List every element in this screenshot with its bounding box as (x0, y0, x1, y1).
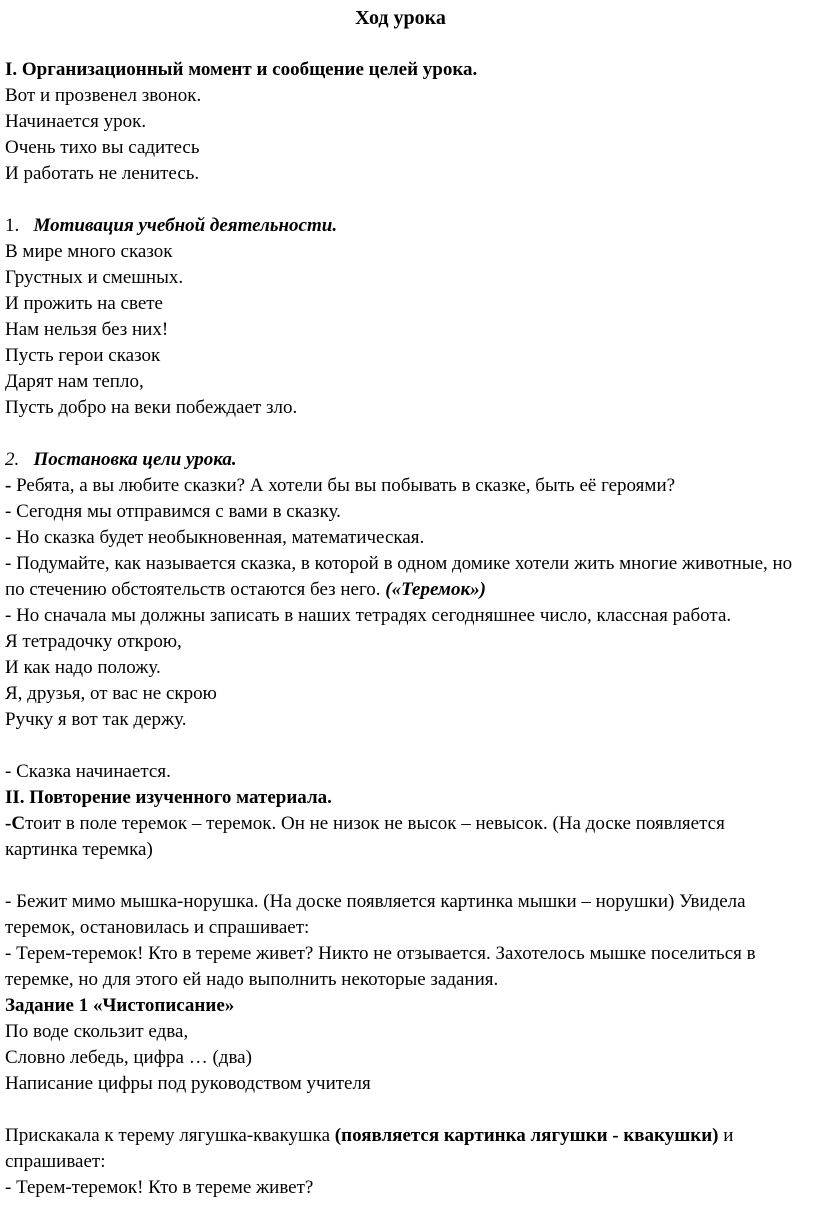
text-segment: Мотивация учебной деятельности. (33, 215, 338, 236)
text-segment: И работать не ленитесь. (5, 163, 200, 184)
text-line (5, 993, 796, 1019)
text-line (5, 525, 796, 551)
text-segment: Ребята, а вы любите сказки? А хотели бы вы побывать в сказке, быть её героями? (16, 475, 676, 496)
text-line (5, 83, 796, 109)
text-segment: - Подумайте, как называется сказка, в которой в одном домике хотели жить многие животные, но по стечению обстоятельств остаются без него. (5, 553, 793, 600)
text-line (5, 681, 796, 707)
text-segment: - Бежит мимо мышка-норушка. (На доске появляется картинка мышки – норушки) Увидела теремок, остановилась и спрашивает: (5, 891, 746, 938)
blank-line (5, 187, 796, 213)
text-segment: И как надо положу. (5, 657, 161, 678)
text-segment: Дарят нам тепло, (5, 371, 144, 392)
text-segment: -С (5, 813, 26, 834)
text-segment: Очень тихо вы садитесь (5, 137, 200, 158)
text-line (5, 369, 796, 395)
text-line (5, 759, 796, 785)
text-segment: Пусть герои сказок (5, 345, 161, 366)
text-line (5, 161, 796, 187)
text-line (5, 447, 796, 473)
blank-line (5, 733, 796, 759)
text-segment: II. Повторение изученного материала. (5, 787, 332, 808)
text-line (5, 135, 796, 161)
text-line (5, 343, 796, 369)
text-segment: Постановка цели урока. (33, 449, 237, 470)
text-line (5, 811, 796, 863)
text-segment: В мире много сказок (5, 241, 173, 262)
text-line (5, 1071, 796, 1097)
text-line (5, 889, 796, 941)
text-line (5, 785, 796, 811)
text-segment: 2. (5, 449, 34, 470)
text-segment: Вот и прозвенел звонок. (5, 85, 202, 106)
text-line (5, 109, 796, 135)
text-line (5, 395, 796, 421)
text-segment: («Теремок») (385, 579, 486, 600)
text-segment: - Но сначала мы должны записать в наших тетрадях сегодняшнее число, классная работа. (5, 605, 732, 626)
text-segment: Ручку я вот так держу. (5, 709, 187, 730)
text-line (5, 1175, 796, 1201)
text-line (5, 551, 796, 603)
text-segment: тоит в поле теремок – теремок. Он не низок не высок – невысок. (На доске появляется картинка теремка) (5, 813, 725, 860)
text-line (5, 941, 796, 993)
text-segment: По воде скользит едва, (5, 1021, 189, 1042)
text-segment: Словно лебедь, цифра … (два) (5, 1047, 252, 1068)
text-line (5, 317, 796, 343)
text-line (5, 1123, 796, 1175)
document-body (5, 31, 796, 1201)
text-segment: - Но сказка будет необыкновенная, математическая. (5, 527, 425, 548)
text-segment: Прискакала к терему лягушка-квакушка (5, 1125, 335, 1146)
text-segment: Я тетрадочку открою, (5, 631, 182, 652)
text-segment: 1. (5, 215, 34, 236)
text-line (5, 239, 796, 265)
text-segment: И прожить на свете (5, 293, 163, 314)
text-segment: Грустных и смешных. (5, 267, 184, 288)
text-line (5, 629, 796, 655)
text-segment: - Сегодня мы отправимся с вами в сказку. (5, 501, 341, 522)
blank-line (5, 31, 796, 57)
text-line (5, 265, 796, 291)
blank-line (5, 1097, 796, 1123)
text-segment: - Терем-теремок! Кто в тереме живет? Никто не отзывается. Захотелось мышке поселиться в теремке, но для этого ей надо выполнить некоторые задания. (5, 943, 756, 990)
text-segment: (появляется картинка лягушки - квакушки) (334, 1125, 719, 1146)
text-segment: - Терем-теремок! Кто в тереме живет? (5, 1177, 314, 1198)
text-segment: Начинается урок. (5, 111, 147, 132)
text-line (5, 603, 796, 629)
text-line (5, 1019, 796, 1045)
text-line (5, 57, 796, 83)
text-segment: Я, друзья, от вас не скрою (5, 683, 217, 704)
text-segment: Нам нельзя без них! (5, 319, 169, 340)
text-line (5, 707, 796, 733)
text-line (5, 655, 796, 681)
text-segment: I. Организационный момент и сообщение целей урока. (5, 59, 478, 80)
text-segment: Пусть добро на веки побеждает зло. (5, 397, 298, 418)
text-segment: и спрашивает: (5, 1125, 734, 1172)
text-line (5, 499, 796, 525)
document-title: Ход урока (355, 7, 446, 29)
text-segment: - (5, 475, 17, 496)
text-line (5, 291, 796, 317)
text-segment: Написание цифры под руководством учителя (5, 1073, 371, 1094)
text-line (5, 1045, 796, 1071)
blank-line (5, 863, 796, 889)
text-line (5, 213, 796, 239)
text-segment: - Сказка начинается. (5, 761, 171, 782)
text-segment: Задание 1 «Чистописание» (5, 995, 235, 1016)
text-line (5, 473, 796, 499)
blank-line (5, 421, 796, 447)
